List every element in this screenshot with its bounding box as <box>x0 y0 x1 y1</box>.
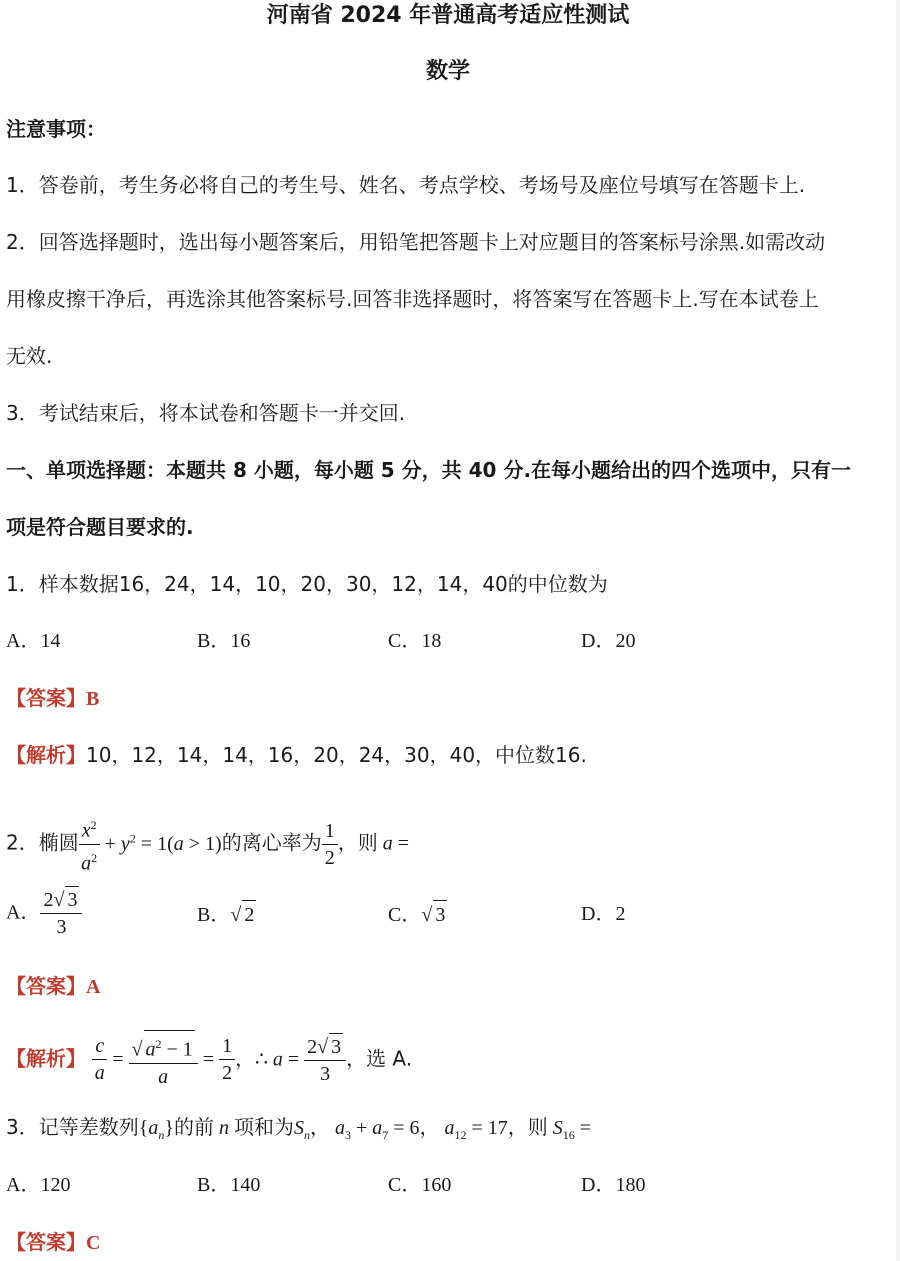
q3-option-b: B．140 <box>197 1174 261 1196</box>
q2-analysis-end: ，选 A. <box>346 1046 413 1071</box>
q2-answer-row <box>6 972 100 1001</box>
q3-answer-row <box>6 1228 100 1257</box>
q3-var-n: n <box>213 1117 234 1139</box>
q2-equals: = <box>392 832 409 855</box>
section-1-heading-line-1: 一、单项选择题：本题共 8 小题，每小题 5 分，共 40 分.在每小题给出的四个选项中，只有一 <box>6 458 852 482</box>
q2-var-a: a <box>377 832 393 855</box>
q3-option-d: D．180 <box>581 1174 646 1196</box>
q3-prefix: 3．记等差数列 <box>6 1115 139 1139</box>
q2-analysis-sqrt-fraction: $\frac{√ a^2 - 1}{a}$ <box>129 1030 198 1090</box>
section-1-heading-line-2: 项是符合题目要求的. <box>6 515 194 539</box>
q1-answer-value: B <box>86 688 100 710</box>
q2-option-d: D．2 <box>581 903 626 925</box>
q3-option-c: C．160 <box>388 1174 452 1196</box>
notice-item-2-line-1: 2．回答选择题时，选出每小题答案后，用铅笔把答题卡上对应题目的答案标号涂黑.如需改动 <box>6 230 826 254</box>
exam-subject: 数学 <box>425 59 470 84</box>
notice-item-2-line-2: 用橡皮擦干净后，再选涂其他答案标号.回答非选择题时，将答案写在答题卡上.写在本试卷上 <box>6 287 819 311</box>
q1-option-a: A．14 <box>6 630 61 652</box>
question-1-stem: 1．样本数据16，24，14，10，20，30，12，14，40的中位数为 <box>6 572 608 596</box>
q3-conditions: $S_n$， $a_3 + a_7 = 6$， $a_{12} = 17$，则 $S_{16}$ = <box>293 1117 592 1142</box>
q2-analysis-result: $\frac{2√ 3}{3}$ <box>304 1033 346 1087</box>
q3-mid2: 项和为 <box>233 1115 294 1139</box>
notice-heading: 注意事项： <box>6 117 106 141</box>
q1-option-d: D．20 <box>581 630 636 652</box>
notice-item-3: 3．考试结束后，将本试卷和答题卡一并交回. <box>6 401 406 425</box>
exam-title: 河南省 2024 年普通高考适应性测试 <box>266 3 630 28</box>
q2-analysis-one-half: $\frac{1}{2}$ <box>219 1033 235 1086</box>
q2-analysis-row: 【解析】 $\frac{c}{a}$ = $\frac{√ a^2 - 1}{a}$ = $\frac{1}{2}$ ，∴ a = $\frac{2√ 3}{3}$ ，选 A. <box>6 1030 412 1090</box>
answer-label: 【答案】 <box>6 1230 86 1254</box>
answer-label: 【答案】 <box>6 686 86 710</box>
q2-option-b-label: B． <box>197 904 231 926</box>
q2-fraction-one-half: $\frac{1}{2}$ <box>322 818 338 871</box>
q3-mid: 的前 <box>173 1115 214 1139</box>
analysis-label: 【解析】 <box>6 743 86 767</box>
notice-item-2-line-3: 无效. <box>6 344 53 368</box>
q3-answer-value: C <box>86 1232 101 1254</box>
q2-analysis-therefore: ，∴ <box>235 1046 268 1071</box>
notice-item-1: 1．答卷前，考生务必将自己的考生号、姓名、考点学校、考场号及座位号填写在答题卡上. <box>6 173 806 197</box>
q2-prefix: 2．椭圆 <box>6 830 79 855</box>
q2-option-a <box>6 886 82 940</box>
q1-option-c: C．18 <box>388 630 442 652</box>
q2-answer-value: A <box>86 976 101 998</box>
q2-option-b: B．√ 2 <box>197 900 256 929</box>
question-2-stem <box>6 812 409 876</box>
q2-option-a-value: $\frac{2√ 3}{3}$ <box>40 886 82 940</box>
q2-fraction-x2-a2: $\frac{x^2}{a^2}$ <box>79 812 100 876</box>
q2-option-a-label: A． <box>6 901 41 924</box>
answer-label: 【答案】 <box>6 974 86 998</box>
q2-mid-text: 的离心率为 <box>221 830 322 855</box>
analysis-label: 【解析】 <box>6 1046 86 1071</box>
q1-answer-row <box>6 684 99 713</box>
q1-analysis-text: 10，12，14，14，16，20，24，30，40，中位数16. <box>86 743 587 767</box>
q2-option-c-label: C． <box>388 904 422 926</box>
q3-option-a: A．120 <box>6 1174 71 1196</box>
question-3-stem <box>6 1113 591 1149</box>
q2-analysis-c-over-a: $\frac{c}{a}$ <box>92 1033 107 1086</box>
q2-equation-rest: + $y^2 = 1(a > 1)$ <box>99 831 222 855</box>
q2-suffix: ，则 <box>337 830 378 855</box>
q3-sequence: $\{a_n\}$ <box>138 1117 174 1142</box>
q1-option-b: B．16 <box>197 630 251 652</box>
q2-option-c: C．√ 3 <box>388 900 447 929</box>
q1-analysis-row <box>6 741 587 769</box>
